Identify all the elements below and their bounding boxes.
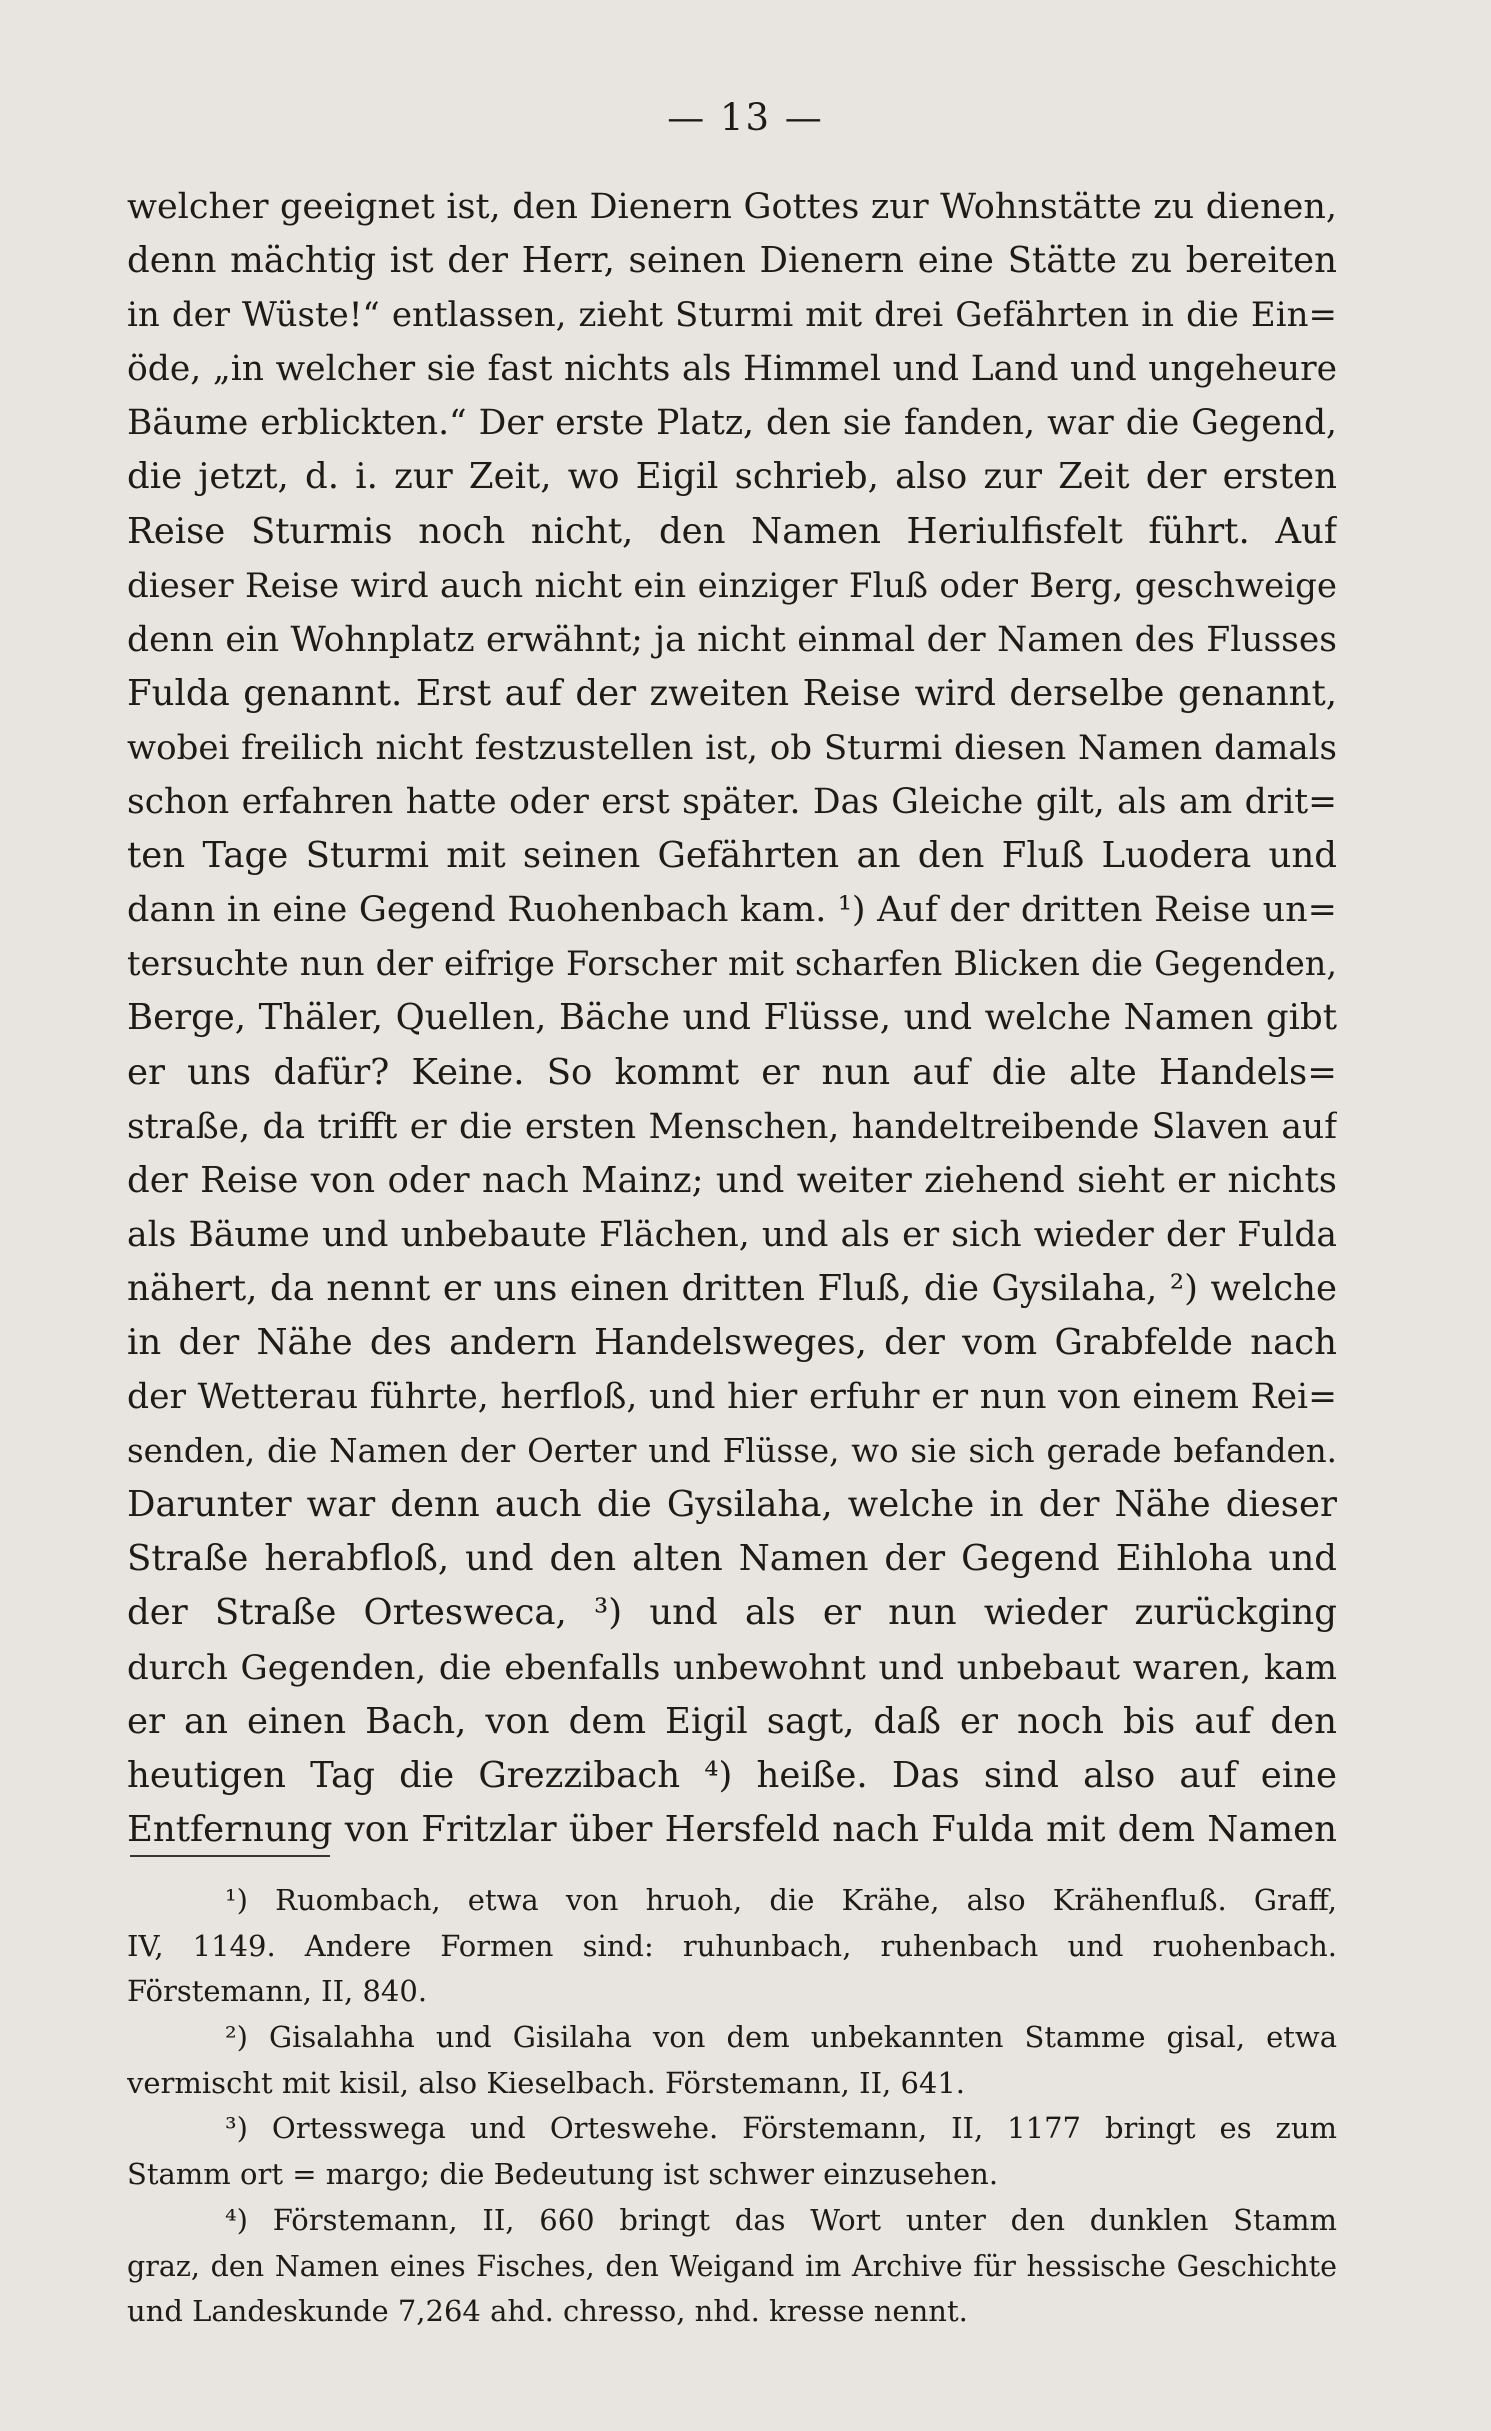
text-line: Fulda genannt. Erst auf der zweiten Reise wird derselbe genannt, (127, 672, 1337, 714)
footnote-4 (127, 2198, 1337, 2335)
text-line: tersuchte nun der eifrige Forscher mit scharfen Blicken die Gegenden, (127, 944, 1337, 984)
text-line: nähert, da nennt er uns einen dritten Fluß, die Gysilaha, ²) welche (127, 1267, 1337, 1309)
footnote-line: Förstemann, II, 840. (127, 1974, 428, 2009)
footnote-line: IV, 1149. Andere Formen sind: ruhunbach, ruhenbach und ruohenbach. (127, 1928, 1337, 1963)
text-line: der Straße Ortesweca, ³) und als er nun wieder zurückging (127, 1592, 1337, 1634)
text-line: der Reise von oder nach Mainz; und weiter ziehend sieht er nichts (127, 1159, 1337, 1201)
text-line: denn ein Wohnplatz erwähnt; ja nicht einmal der Namen des Flusses (127, 619, 1337, 660)
text-line: dann in eine Gegend Ruohenbach kam. ¹) Auf der dritten Reise un= (127, 890, 1337, 931)
footnote-line: graz, den Namen eines Fisches, den Weigand im Archive für hessische Geschichte (127, 2249, 1337, 2283)
text-line: er uns dafür? Keine. So kommt er nun auf die alte Handels= (127, 1051, 1337, 1093)
text-line: dieser Reise wird auch nicht ein einziger Fluß oder Berg, geschweige (127, 565, 1337, 606)
text-line: Straße herabfloß, und den alten Namen der Gegend Eihloha und (127, 1538, 1337, 1580)
text-line: schon erfahren hatte oder erst später. Das Gleiche gilt, als am drit= (127, 782, 1337, 823)
text-line: in der Nähe des andern Handelsweges, der vom Grabfelde nach (127, 1321, 1337, 1363)
text-line: denn mächtig ist der Herr, seinen Dienern eine Stätte zu bereiten (127, 240, 1337, 282)
text-line: heutigen Tag die Grezzibach ⁴) heiße. Das sind also auf eine (127, 1754, 1337, 1796)
text-line: der Wetterau führte, herfloß, und hier erfuhr er nun von einem Rei= (127, 1377, 1337, 1418)
footnote-1 (127, 1878, 1337, 2015)
footnote-2 (127, 2015, 1337, 2106)
footnote-3 (127, 2106, 1337, 2197)
footnote-line: und Landeskunde 7,264 ahd. chresso, nhd. kresse nennt. (127, 2294, 968, 2329)
text-line: Reise Sturmis noch nicht, den Namen Heriulfisfelt führt. Auf (127, 510, 1337, 552)
footnote-divider (130, 1855, 330, 1857)
text-line: welcher geeignet ist, den Dienern Gottes zur Wohnstätte zu dienen, (127, 187, 1337, 227)
text-line: in der Wüste!“ entlassen, zieht Sturmi mit drei Gefährten in die Ein= (127, 295, 1337, 336)
footnote-line: ³) Ortesswega und Orteswehe. Förstemann, II, 1177 bringt es zum (225, 2111, 1337, 2146)
text-line: Bäume erblickten.“ Der erste Platz, den sie fanden, war die Gegend, (127, 403, 1337, 444)
page-number: — 13 — (667, 96, 824, 139)
text-line: senden, die Namen der Oerter und Flüsse, wo sie sich gerade befanden. (127, 1432, 1337, 1471)
text-line: straße, da trifft er die ersten Menschen, handeltreibende Slaven auf (127, 1106, 1337, 1147)
text-line: Darunter war denn auch die Gysilaha, welche in der Nähe dieser (127, 1484, 1337, 1526)
footnote-line: ²) Gisalahha und Gisilaha von dem unbekannten Stamme gisal, etwa (225, 2020, 1337, 2055)
text-line: die jetzt, d. i. zur Zeit, wo Eigil schrieb, also zur Zeit der ersten (127, 456, 1337, 498)
text-line: wobei freilich nicht festzustellen ist, ob Sturmi diesen Namen damals (127, 727, 1337, 768)
footnote-line: vermischt mit kisil, also Kieselbach. Förstemann, II, 641. (127, 2065, 966, 2100)
text-line: als Bäume und unbebaute Flächen, und als er sich wieder der Fulda (127, 1214, 1337, 1255)
text-line: öde, „in welcher sie fast nichts als Himmel und Land und ungeheure (127, 349, 1337, 390)
text-line: ten Tage Sturmi mit seinen Gefährten an den Fluß Luodera und (127, 835, 1337, 877)
text-line: Berge, Thäler, Quellen, Bäche und Flüsse, und welche Namen gibt (127, 997, 1337, 1039)
footnotes (127, 1878, 1337, 2335)
text-line: durch Gegenden, die ebenfalls unbewohnt und unbebaut waren, kam (127, 1647, 1337, 1688)
footnote-line: ⁴) Förstemann, II, 660 bringt das Wort unter den dunklen Stamm (225, 2202, 1337, 2237)
footnote-line: ¹) Ruombach, etwa von hruoh, die Krähe, also Krähenfluß. Graff, (225, 1883, 1337, 1917)
footnote-line: Stamm ort = margo; die Bedeutung ist schwer einzusehen. (127, 2157, 999, 2192)
text-line: er an einen Bach, von dem Eigil sagt, daß er noch bis auf den (127, 1700, 1337, 1742)
main-text (127, 180, 1337, 1857)
text-line: Entfernung von Fritzlar über Hersfeld nach Fulda mit dem Namen (127, 1808, 1337, 1850)
